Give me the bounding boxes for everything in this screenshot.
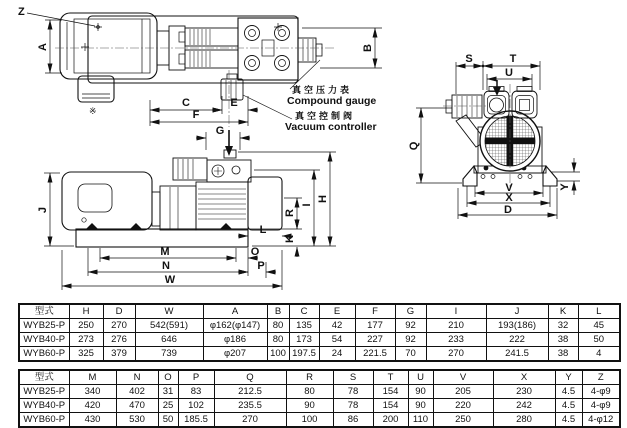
model-cell: WYB40-P <box>19 333 69 347</box>
dim-label-l: L <box>259 224 267 236</box>
dim-label-f: F <box>192 109 200 121</box>
cell: 24 <box>319 347 355 362</box>
motor-top <box>60 13 157 79</box>
dim-label-k: K <box>284 235 296 243</box>
cell: 420 <box>69 399 116 413</box>
side-view-dimensions <box>44 152 336 290</box>
cell: 4.5 <box>555 399 582 413</box>
cell: 220 <box>433 399 493 413</box>
cell: 45 <box>578 319 620 333</box>
cell: 270 <box>426 347 486 362</box>
col-header: G <box>395 304 426 319</box>
dim-label-d: D <box>504 204 512 216</box>
compound-gauge-label-en: Compound gauge <box>287 95 377 107</box>
front-view <box>443 84 557 190</box>
col-header: S <box>333 370 373 385</box>
col-header: V <box>433 370 493 385</box>
col-header: E <box>319 304 355 319</box>
cell: 42 <box>319 319 355 333</box>
cell: 270 <box>214 413 286 428</box>
spec-table-2 <box>18 369 621 428</box>
dim-label-z: Z <box>18 6 25 18</box>
side-view <box>62 150 282 247</box>
cylinder-1 <box>185 28 238 46</box>
model-cell: WYB40-P <box>19 399 69 413</box>
col-header: Z <box>582 370 620 385</box>
vacuum-controller-label-en: Vacuum controller <box>285 121 377 133</box>
table-row <box>19 385 620 399</box>
dim-label-j: J <box>37 206 49 214</box>
col-header: N <box>116 370 158 385</box>
dim-c-e-f <box>150 96 258 126</box>
table-row <box>19 370 620 385</box>
cell: 325 <box>69 347 103 362</box>
model-cell: WYB25-P <box>19 319 69 333</box>
cell: 646 <box>135 333 203 347</box>
dim-label-s: S <box>465 53 473 65</box>
cell: 90 <box>408 399 433 413</box>
cell: 38 <box>548 347 578 362</box>
dim-label-p: P <box>257 260 265 272</box>
cell: 135 <box>289 319 319 333</box>
cell: 193(186) <box>486 319 548 333</box>
col-header: A <box>203 304 267 319</box>
col-header: O <box>158 370 178 385</box>
cell: 241.5 <box>486 347 548 362</box>
cell: 38 <box>548 333 578 347</box>
col-header: D <box>103 304 135 319</box>
base-rail <box>76 229 248 247</box>
dim-label-h: H <box>317 195 329 203</box>
col-header: W <box>135 304 203 319</box>
cell: 83 <box>178 385 214 399</box>
dim-label-r: R <box>284 209 296 217</box>
compound-gauge-label-zh: 真空压力表 <box>292 85 353 95</box>
cell: 100 <box>267 347 289 362</box>
cell: 90 <box>408 385 433 399</box>
cell: 340 <box>69 385 116 399</box>
cell: 402 <box>116 385 158 399</box>
cell: 4.5 <box>555 385 582 399</box>
cell: 100 <box>286 413 333 428</box>
dim-n-p <box>88 248 276 278</box>
cell: 154 <box>373 399 408 413</box>
cell: 379 <box>103 347 135 362</box>
dim-label-t: T <box>509 53 517 65</box>
cell: 230 <box>493 385 555 399</box>
cell: 280 <box>493 413 555 428</box>
col-header: F <box>355 304 395 319</box>
cell: 177 <box>355 319 395 333</box>
compound-gauge-port <box>298 38 322 62</box>
cell: 78 <box>333 399 373 413</box>
col-header: I <box>426 304 486 319</box>
cell: 250 <box>433 413 493 428</box>
cell: 86 <box>333 413 373 428</box>
cell: 200 <box>373 413 408 428</box>
cell: 4 <box>578 347 620 362</box>
col-header: L <box>578 304 620 319</box>
cell: 242 <box>493 399 555 413</box>
reference-mark: ※ <box>89 106 97 116</box>
cell: 90 <box>286 399 333 413</box>
dim-label-u: U <box>505 67 513 79</box>
cell: 4-φ12 <box>582 413 620 428</box>
cell: 92 <box>395 333 426 347</box>
table-row <box>19 399 620 413</box>
vacuum-controller-label-zh: 真空控制阀 <box>295 111 356 121</box>
dim-label-w: W <box>164 274 176 286</box>
col-header: Y <box>555 370 582 385</box>
model-cell: WYB60-P <box>19 347 69 362</box>
cell: 102 <box>178 399 214 413</box>
col-header: J <box>486 304 548 319</box>
dim-label-b: B <box>362 44 374 52</box>
col-header: K <box>548 304 578 319</box>
cell: 222 <box>486 333 548 347</box>
table-row <box>19 319 620 333</box>
col-header-model: 型式 <box>19 370 69 385</box>
cell: 430 <box>69 413 116 428</box>
cell: 235.5 <box>214 399 286 413</box>
cell: 185.5 <box>178 413 214 428</box>
cell: φ186 <box>203 333 267 347</box>
col-header: P <box>178 370 214 385</box>
cell: 270 <box>103 319 135 333</box>
cell: 110 <box>408 413 433 428</box>
cell: 276 <box>103 333 135 347</box>
dim-label-m: M <box>160 246 170 258</box>
dim-label-v: V <box>505 182 513 194</box>
dim-label-x: X <box>505 192 513 204</box>
cell: 221.5 <box>355 347 395 362</box>
cell: 739 <box>135 347 203 362</box>
col-header: T <box>373 370 408 385</box>
dim-label-a: A <box>37 43 49 51</box>
cell: 54 <box>319 333 355 347</box>
dim-label-g: G <box>215 125 225 137</box>
cell: φ162(φ147) <box>203 319 267 333</box>
cell: 92 <box>395 319 426 333</box>
table-row <box>19 304 620 319</box>
cell: 70 <box>395 347 426 362</box>
dim-label-q: Q <box>408 141 420 151</box>
cell: 4.5 <box>555 413 582 428</box>
dim-label-e: E <box>230 97 238 109</box>
model-cell: WYB25-P <box>19 385 69 399</box>
dim-label-i: I <box>301 203 313 207</box>
cell: 233 <box>426 333 486 347</box>
col-header: B <box>267 304 289 319</box>
cell: 80 <box>267 319 289 333</box>
cell: 197.5 <box>289 347 319 362</box>
col-header: R <box>286 370 333 385</box>
cell: 80 <box>267 333 289 347</box>
inlet-arrow <box>225 146 233 156</box>
dim-label-n: N <box>162 260 170 272</box>
cell: 273 <box>69 333 103 347</box>
dim-m-o <box>100 248 258 262</box>
cell: φ207 <box>203 347 267 362</box>
model-cell: WYB60-P <box>19 413 69 428</box>
motor-side <box>62 172 152 230</box>
col-header-model: 型式 <box>19 304 69 319</box>
cell: 32 <box>548 319 578 333</box>
cell: 50 <box>158 413 178 428</box>
col-header: X <box>493 370 555 385</box>
cell: 212.5 <box>214 385 286 399</box>
cell: 205 <box>433 385 493 399</box>
col-header: U <box>408 370 433 385</box>
end-cover <box>248 177 282 230</box>
table-row <box>19 413 620 428</box>
col-header: Q <box>214 370 286 385</box>
cell: 25 <box>158 399 178 413</box>
dim-label-o: O <box>250 246 260 258</box>
cell: 78 <box>333 385 373 399</box>
dim-label-y: Y <box>559 183 571 191</box>
table-row <box>19 347 620 362</box>
dim-label-c: C <box>182 97 190 109</box>
cell: 470 <box>116 399 158 413</box>
cell: 31 <box>158 385 178 399</box>
cell: 80 <box>286 385 333 399</box>
gauge-assembly <box>173 150 251 182</box>
cell: 4-φ9 <box>582 385 620 399</box>
table-row <box>19 333 620 347</box>
col-header: M <box>69 370 116 385</box>
cell: 4-φ9 <box>582 399 620 413</box>
dim-q <box>416 108 462 183</box>
cell: 250 <box>69 319 103 333</box>
cell: 173 <box>289 333 319 347</box>
spec-table-1 <box>18 303 621 362</box>
leader-z <box>27 13 95 26</box>
cylinder-2 <box>185 50 238 68</box>
cell: 542(591) <box>135 319 203 333</box>
cell: 210 <box>426 319 486 333</box>
cell: 50 <box>578 333 620 347</box>
col-header: H <box>69 304 103 319</box>
cell: 530 <box>116 413 158 428</box>
cell: 154 <box>373 385 408 399</box>
cell: 227 <box>355 333 395 347</box>
col-header: C <box>289 304 319 319</box>
